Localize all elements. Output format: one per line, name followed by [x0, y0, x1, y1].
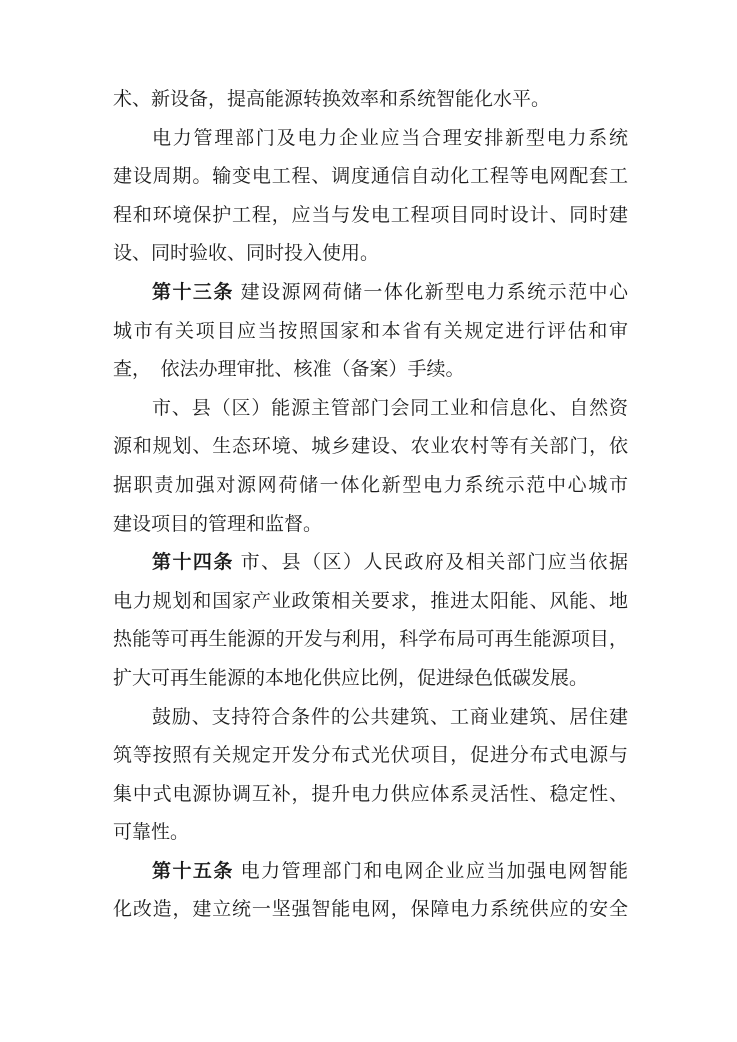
text-line [113, 737, 628, 776]
text-line [113, 390, 628, 429]
text-line [113, 544, 628, 583]
line-text: 电力规划和国家产业政策相关要求，推进太阳能、风能、地 [113, 590, 628, 612]
line-text: 市、县（区）能源主管部门会同工业和信息化、自然资 [152, 397, 628, 419]
text-line [113, 699, 628, 738]
line-text: 鼓励、支持符合条件的公共建筑、工商业建筑、居住建 [152, 706, 628, 728]
document-text-block [113, 81, 628, 930]
line-text: 设、同时验收、同时投入使用。 [113, 243, 380, 265]
article-number: 第十四条 [152, 552, 234, 574]
line-text: 程和环境保护工程，应当与发电工程项目同时设计、同时建 [113, 204, 628, 226]
line-text: 热能等可再生能源的开发与利用，科学布局可再生能源项目， [113, 629, 628, 651]
text-line [113, 197, 628, 236]
text-line [113, 81, 628, 120]
line-text: 术、新设备，提高能源转换效率和系统智能化水平。 [113, 89, 551, 110]
line-text: 化改造，建立统一坚强智能电网，保障电力系统供应的安全 [113, 899, 628, 921]
text-line [113, 467, 628, 506]
text-line [113, 814, 628, 853]
text-line [113, 120, 628, 159]
line-text: 市、县（区）人民政府及相关部门应当依据 [233, 552, 628, 574]
line-text: 筑等按照有关规定开发分布式光伏项目，促进分布式电源与 [113, 745, 628, 767]
article-number: 第十五条 [152, 860, 234, 882]
text-line [113, 891, 628, 930]
text-line [113, 351, 628, 390]
line-text: 建设源网荷储一体化新型电力系统示范中心 [233, 281, 628, 303]
line-text: 建设周期。输变电工程、调度通信自动化工程等电网配套工 [113, 166, 628, 188]
text-line [113, 660, 628, 699]
line-text: 电力管理部门和电网企业应当加强电网智能 [233, 860, 628, 882]
text-line [113, 776, 628, 815]
line-text: 扩大可再生能源的本地化供应比例，促进绿色低碳发展。 [113, 667, 589, 689]
line-text: 城市有关项目应当按照国家和本省有关规定进行评估和审 [113, 320, 628, 342]
line-text: 源和规划、生态环境、城乡建设、农业农村等有关部门，依 [113, 436, 628, 458]
line-text: 查， 依法办理审批、核准（备案）手续。 [113, 359, 465, 381]
line-text: 建设项目的管理和监督。 [113, 513, 323, 535]
text-line [113, 274, 628, 313]
line-text: 电力管理部门及电力企业应当合理安排新型电力系统 [152, 127, 628, 149]
text-line [113, 158, 628, 197]
line-text: 可靠性。 [113, 822, 190, 844]
article-number: 第十三条 [152, 281, 234, 303]
text-line [113, 853, 628, 892]
line-text: 据职责加强对源网荷储一体化新型电力系统示范中心城市 [113, 474, 628, 496]
text-line [113, 428, 628, 467]
text-line [113, 313, 628, 352]
text-line [113, 621, 628, 660]
text-line [113, 235, 628, 274]
line-text: 集中式电源协调互补，提升电力供应体系灵活性、稳定性、 [113, 783, 628, 805]
text-line [113, 506, 628, 545]
text-line [113, 583, 628, 622]
